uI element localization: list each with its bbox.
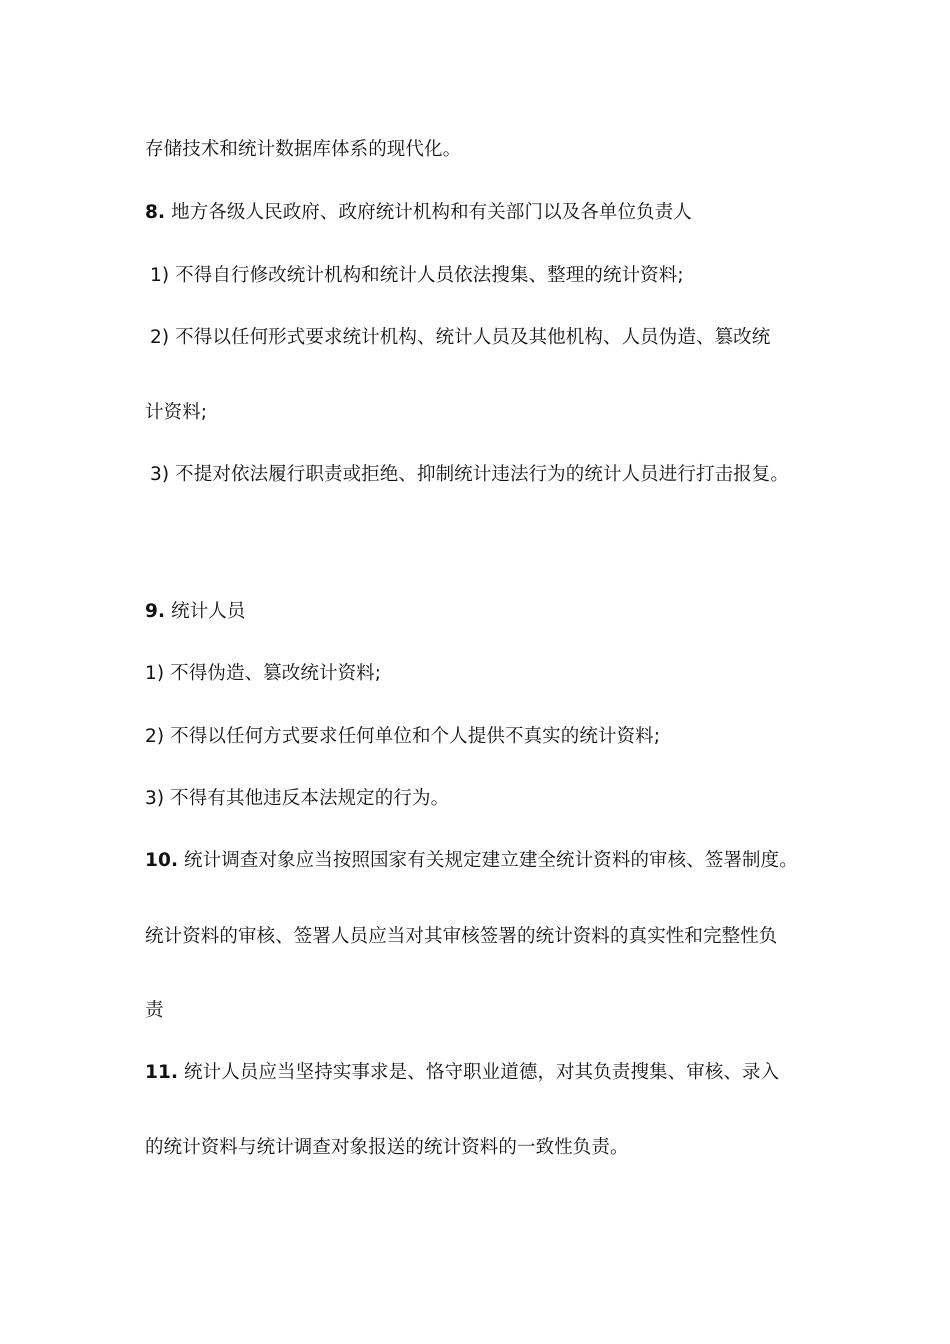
list-item: 2) 不得以任何形式要求统计机构、统计人员及其他机构、人员伪造、篡改统 (150, 327, 771, 348)
section-number: 10. (145, 850, 179, 871)
section-11-heading: 11. 统计人员应当坚持实事求是、恪守职业道德，对其负责搜集、审核、录入 (145, 1062, 780, 1083)
list-item: 1) 不得伪造、篡改统计资料; (145, 663, 382, 684)
list-item: 3) 不提对依法履行职责或拒绝、抑制统计违法行为的统计人员进行打击报复。 (150, 464, 789, 485)
text-line: 的统计资料与统计调查对象报送的统计资料的一致性负责。 (145, 1137, 629, 1158)
text-line: 统计资料的审核、签署人员应当对其审核签署的统计资料的真实性和完整性负 (145, 926, 778, 947)
section-number: 11. (145, 1062, 179, 1083)
section-number: 9. (145, 601, 166, 622)
list-item: 1) 不得自行修改统计机构和统计人员依法搜集、整理的统计资料; (150, 265, 684, 286)
list-item: 2) 不得以任何方式要求任何单位和个人提供不真实的统计资料; (145, 726, 661, 747)
section-8-heading: 8. 地方各级人民政府、政府统计机构和有关部门以及各单位负责人 (145, 202, 692, 223)
section-9-heading: 9. 统计人员 (145, 601, 246, 622)
section-10-heading: 10. 统计调查对象应当按照国家有关规定建立建全统计资料的审核、签署制度。 (145, 850, 798, 871)
text-line: 计资料; (145, 402, 208, 423)
list-item: 3) 不得有其他违反本法规定的行为。 (145, 788, 450, 809)
section-number: 8. (145, 202, 166, 223)
text-line: 责 (145, 1000, 164, 1021)
text-line: 存储技术和统计数据库体系的现代化。 (145, 139, 462, 160)
